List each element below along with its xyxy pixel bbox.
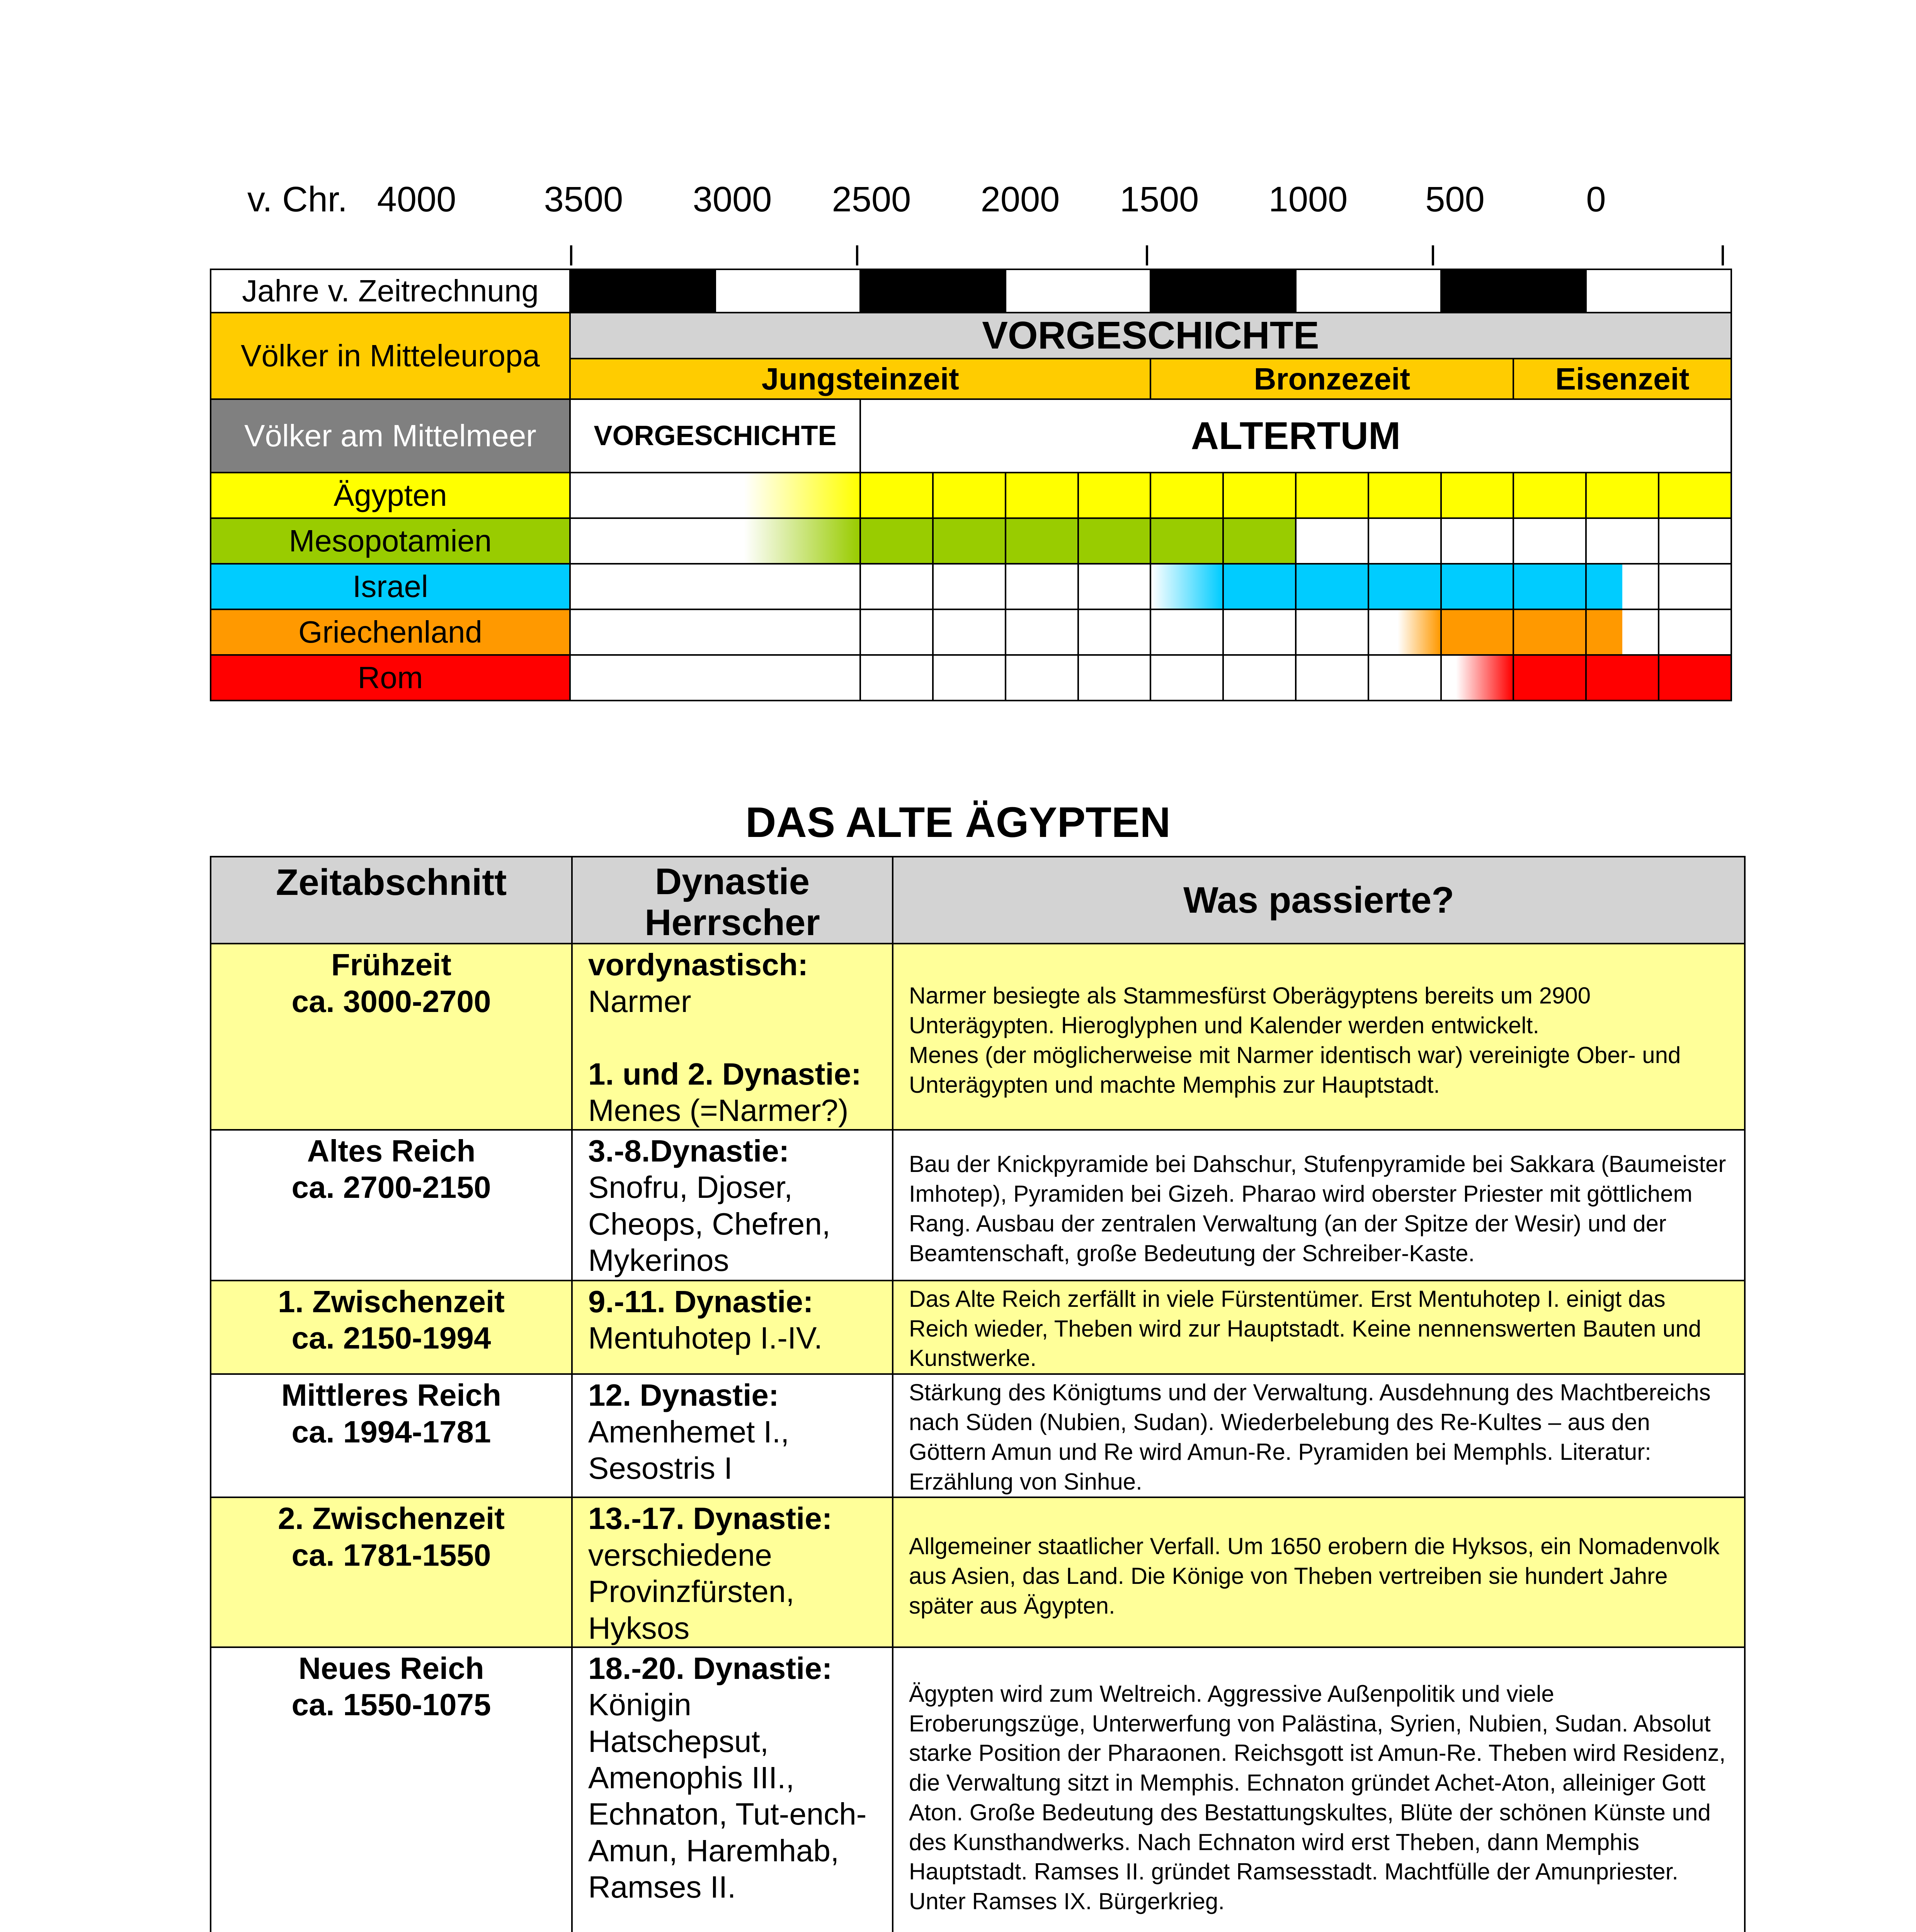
fade-cell xyxy=(1368,609,1441,655)
empty-cell xyxy=(1223,655,1296,701)
partial-cell xyxy=(1586,609,1659,655)
period-cell xyxy=(860,518,933,564)
period-cell xyxy=(1223,564,1296,609)
timeline-row-rom xyxy=(211,655,1731,701)
zeit-cell: 2. Zwischenzeit ca. 1781-1550 xyxy=(211,1497,572,1647)
egypt-table xyxy=(210,856,1746,1932)
herrscher-text: Narmer xyxy=(588,984,691,1019)
year-label: v. Chr. 4000 xyxy=(247,180,456,219)
period-cell xyxy=(933,518,1006,564)
dynastie-label: 12. Dynastie: xyxy=(588,1378,779,1413)
empty-cell xyxy=(860,564,933,609)
dynastie-label: 13.-17. Dynastie: xyxy=(588,1501,832,1536)
period-cell xyxy=(1296,473,1368,518)
dynastie-cell xyxy=(572,1647,893,1932)
year-label: 2000 xyxy=(980,180,1060,219)
period-cell xyxy=(1441,473,1514,518)
dynastie-cell xyxy=(572,1281,893,1374)
dynastie-cell xyxy=(572,1497,893,1647)
era-block-dark xyxy=(860,269,1006,313)
row-label-rom: Rom xyxy=(211,655,570,701)
was-cell: Das Alte Reich zerfällt in viele Fürstentümer. Erst Mentuhotep I. einigt das Reich wieder, Theben wird zur Hauptstadt. Keine nennenswerten Bauten und Kunstwerke. xyxy=(893,1281,1745,1374)
table-header-row xyxy=(211,857,1745,944)
period-cell xyxy=(1441,564,1514,609)
empty-cell xyxy=(1078,609,1151,655)
zeit-cell: Neues Reich ca. 1550-1075 xyxy=(211,1647,572,1932)
year-label: 3000 xyxy=(693,180,772,219)
empty-cell xyxy=(1659,518,1731,564)
row-label-mitteleuropa: Völker in Mitteleuropa xyxy=(211,313,570,399)
empty-cell xyxy=(1368,518,1441,564)
herrscher-text: Snofru, Djoser, Cheops, Chefren, Mykerinos xyxy=(588,1170,831,1277)
empty-cell xyxy=(933,564,1006,609)
herrscher-text: Amenhemet I., Sesostris I xyxy=(588,1414,790,1485)
empty-cell xyxy=(570,564,860,609)
era-block-dark xyxy=(1150,269,1296,313)
timeline-row-mesopotamien xyxy=(211,518,1731,564)
axis-tick xyxy=(1722,245,1724,265)
empty-cell xyxy=(1659,609,1731,655)
period-cell xyxy=(1659,655,1731,701)
dynastie-label: 9.-11. Dynastie: xyxy=(588,1284,813,1319)
empty-cell xyxy=(1441,518,1514,564)
period-cell xyxy=(1441,609,1514,655)
table-row xyxy=(211,1130,1745,1281)
period-cell xyxy=(1006,473,1078,518)
period-cell xyxy=(1513,564,1586,609)
row-label-israel: Israel xyxy=(211,564,570,609)
row-label-mesopotamien: Mesopotamien xyxy=(211,518,570,564)
bronzezeit-band: Bronzezeit xyxy=(1150,359,1513,399)
axis-tick xyxy=(570,245,572,265)
empty-cell xyxy=(1150,655,1223,701)
empty-cell xyxy=(570,609,860,655)
period-cell xyxy=(1659,473,1731,518)
jungsteinzeit-band: Jungsteinzeit xyxy=(570,359,1150,399)
empty-cell xyxy=(1078,655,1151,701)
zeit-cell: Frühzeit ca. 3000-2700 xyxy=(211,944,572,1130)
row-label-mittelmeer: Völker am Mittelmeer xyxy=(211,399,570,473)
period-cell xyxy=(1150,518,1223,564)
empty-cell xyxy=(1223,609,1296,655)
empty-cell xyxy=(860,609,933,655)
dynastie-cell xyxy=(572,1374,893,1497)
zeit-cell: Altes Reich ca. 2700-2150 xyxy=(211,1130,572,1281)
empty-cell xyxy=(1006,564,1078,609)
period-cell xyxy=(1513,609,1586,655)
period-cell xyxy=(1078,473,1151,518)
partial-cell xyxy=(1586,564,1659,609)
header-was-passierte: Was passierte? xyxy=(893,857,1745,944)
altertum-band: ALTERTUM xyxy=(860,399,1731,473)
zeit-cell: 1. Zwischenzeit ca. 2150-1994 xyxy=(211,1281,572,1374)
empty-cell xyxy=(1006,609,1078,655)
was-cell: Allgemeiner staatlicher Verfall. Um 1650 erobern die Hyksos, ein Nomadenvolk aus Asien, das Land. Die Könige von Theben vertreiben sie hundert Jahre später aus Ägypten. xyxy=(893,1497,1745,1647)
axis-tick xyxy=(1432,245,1434,265)
period-cell xyxy=(1586,655,1659,701)
dynastie-label: 3.-8.Dynastie: xyxy=(588,1133,790,1168)
empty-cell xyxy=(1368,655,1441,701)
empty-cell xyxy=(1296,609,1368,655)
fade-cell xyxy=(570,518,860,564)
dynastie-cell xyxy=(572,1130,893,1281)
table-row xyxy=(211,1374,1745,1497)
page-title: DAS ALTE ÄGYPTEN xyxy=(745,799,1171,846)
timeline-row-griechenland xyxy=(211,609,1731,655)
axis-tick xyxy=(856,245,858,265)
period-cell xyxy=(933,473,1006,518)
table-row xyxy=(211,944,1745,1130)
year-label: 2500 xyxy=(832,180,911,219)
period-cell xyxy=(1078,518,1151,564)
was-cell: Bau der Knickpyramide bei Dahschur, Stufenpyramide bei Sakkara (Baumeister Imhotep), Pyramiden bei Gizeh. Pharao wird oberster Priester mit göttlichem Rang. Ausbau der zentralen Verwaltung (an der Spitze der Wesir) und der Beamtenschaft, große Bedeutung der Schreiber-Kaste. xyxy=(893,1130,1745,1281)
era-block-light xyxy=(1006,269,1151,313)
was-cell: Narmer besiegte als Stammesfürst Oberägyptens bereits um 2900 Unterägypten. Hieroglyphen und Kalender werden entwickelt. Menes (der möglicherweise mit Narmer identisch war) vereinigte Ober- und Unterägypten und machte Memphis zur Hauptstadt. xyxy=(893,944,1745,1130)
year-label: 1500 xyxy=(1120,180,1199,219)
fade-cell xyxy=(1441,655,1514,701)
empty-cell xyxy=(860,655,933,701)
empty-cell xyxy=(1296,518,1368,564)
empty-cell xyxy=(1659,564,1731,609)
herrscher-text: Königin Hatschepsut, Amenophis III., Echnaton, Tut-ench-Amun, Haremhab, Ramses II. xyxy=(588,1687,867,1905)
empty-cell xyxy=(1006,655,1078,701)
herrscher-text: Mentuhotep I.-IV. xyxy=(588,1321,823,1355)
year-label: 1000 xyxy=(1268,180,1348,219)
table-row xyxy=(211,1647,1745,1932)
period-cell xyxy=(1296,564,1368,609)
empty-cell xyxy=(933,609,1006,655)
row-label-griechenland: Griechenland xyxy=(211,609,570,655)
year-label: 0 xyxy=(1586,180,1606,219)
dynastie-label: 1. und 2. Dynastie: xyxy=(588,1056,861,1091)
era-block-light xyxy=(1296,269,1441,313)
year-label: 3500 xyxy=(544,180,623,219)
eisenzeit-band: Eisenzeit xyxy=(1513,359,1731,399)
table-row xyxy=(211,1497,1745,1647)
empty-cell xyxy=(1586,518,1659,564)
period-cell xyxy=(1513,473,1586,518)
row-label-aegypten: Ägypten xyxy=(211,473,570,518)
empty-cell xyxy=(1513,518,1586,564)
period-cell xyxy=(1513,655,1586,701)
row-label-jahre: Jahre v. Zeitrechnung xyxy=(211,269,570,313)
timeline-row-aegypten xyxy=(211,473,1731,518)
herrscher-text: Menes (=Narmer?) xyxy=(588,1093,849,1128)
empty-cell xyxy=(933,655,1006,701)
vorgeschichte-small-band: VORGESCHICHTE xyxy=(570,399,860,473)
period-cell xyxy=(860,473,933,518)
dynastie-label: vordynastisch: xyxy=(588,947,808,982)
herrscher-text: verschiedene Provinzfürsten, Hyksos xyxy=(588,1537,795,1645)
empty-cell xyxy=(1078,564,1151,609)
era-block-light xyxy=(715,269,861,313)
period-cell xyxy=(1150,473,1223,518)
period-cell xyxy=(1223,518,1296,564)
axis-tick xyxy=(1146,245,1148,265)
dynastie-cell xyxy=(572,944,893,1130)
timeline-table xyxy=(210,269,1732,701)
period-cell xyxy=(1586,473,1659,518)
period-cell xyxy=(1223,473,1296,518)
timeline-row-jahre xyxy=(211,269,1731,313)
era-block-light xyxy=(1586,269,1731,313)
period-cell xyxy=(1368,473,1441,518)
period-cell xyxy=(1006,518,1078,564)
year-label: 500 xyxy=(1425,180,1485,219)
table-row xyxy=(211,1281,1745,1374)
was-cell: Stärkung des Königtums und der Verwaltung. Ausdehnung des Machtbereichs nach Süden (Nubien, Sudan). Wiederbelebung des Re-Kultes – aus den Göttern Amun und Re wird Amun-Re. Pyramiden bei Memphls. Literatur: Erzählung von Sinhue. xyxy=(893,1374,1745,1497)
header-dynastie: Dynastie Herrscher xyxy=(572,857,893,944)
empty-cell xyxy=(570,655,860,701)
fade-cell xyxy=(1150,564,1223,609)
was-cell: Ägypten wird zum Weltreich. Aggressive Außenpolitik und viele Eroberungszüge, Unterwerfung von Palästina, Syrien, Nubien, Sudan. Absolut starke Position der Pharaonen. Reichsgott ist Amun-Re. Theben wird Residenz, die Verwaltung sitzt in Memphis. Echnaton gründet Achet-Aton, alleiniger Gott Aton. Große Bedeutung des Bestattungskultes, Blüte der schönen Künste und des Kunsthandwerks. Nach Echnaton wird erst Theben, dann Memphis Hauptstadt. Ramses II. gründet Ramsesstadt. Machtfülle der Amunpriester. Unter Ramses IX. Bürgerkrieg. xyxy=(893,1647,1745,1932)
era-block-dark xyxy=(570,269,715,313)
zeit-cell: Mittleres Reich ca. 1994-1781 xyxy=(211,1374,572,1497)
period-cell xyxy=(1368,564,1441,609)
era-block-dark xyxy=(1441,269,1586,313)
timeline-row-israel xyxy=(211,564,1731,609)
empty-cell xyxy=(1296,655,1368,701)
dynastie-label: 18.-20. Dynastie: xyxy=(588,1651,832,1685)
header-zeitabschnitt: Zeitabschnitt xyxy=(211,857,572,944)
fade-cell xyxy=(570,473,860,518)
empty-cell xyxy=(1150,609,1223,655)
vorgeschichte-top-band: VORGESCHICHTE xyxy=(570,313,1731,359)
